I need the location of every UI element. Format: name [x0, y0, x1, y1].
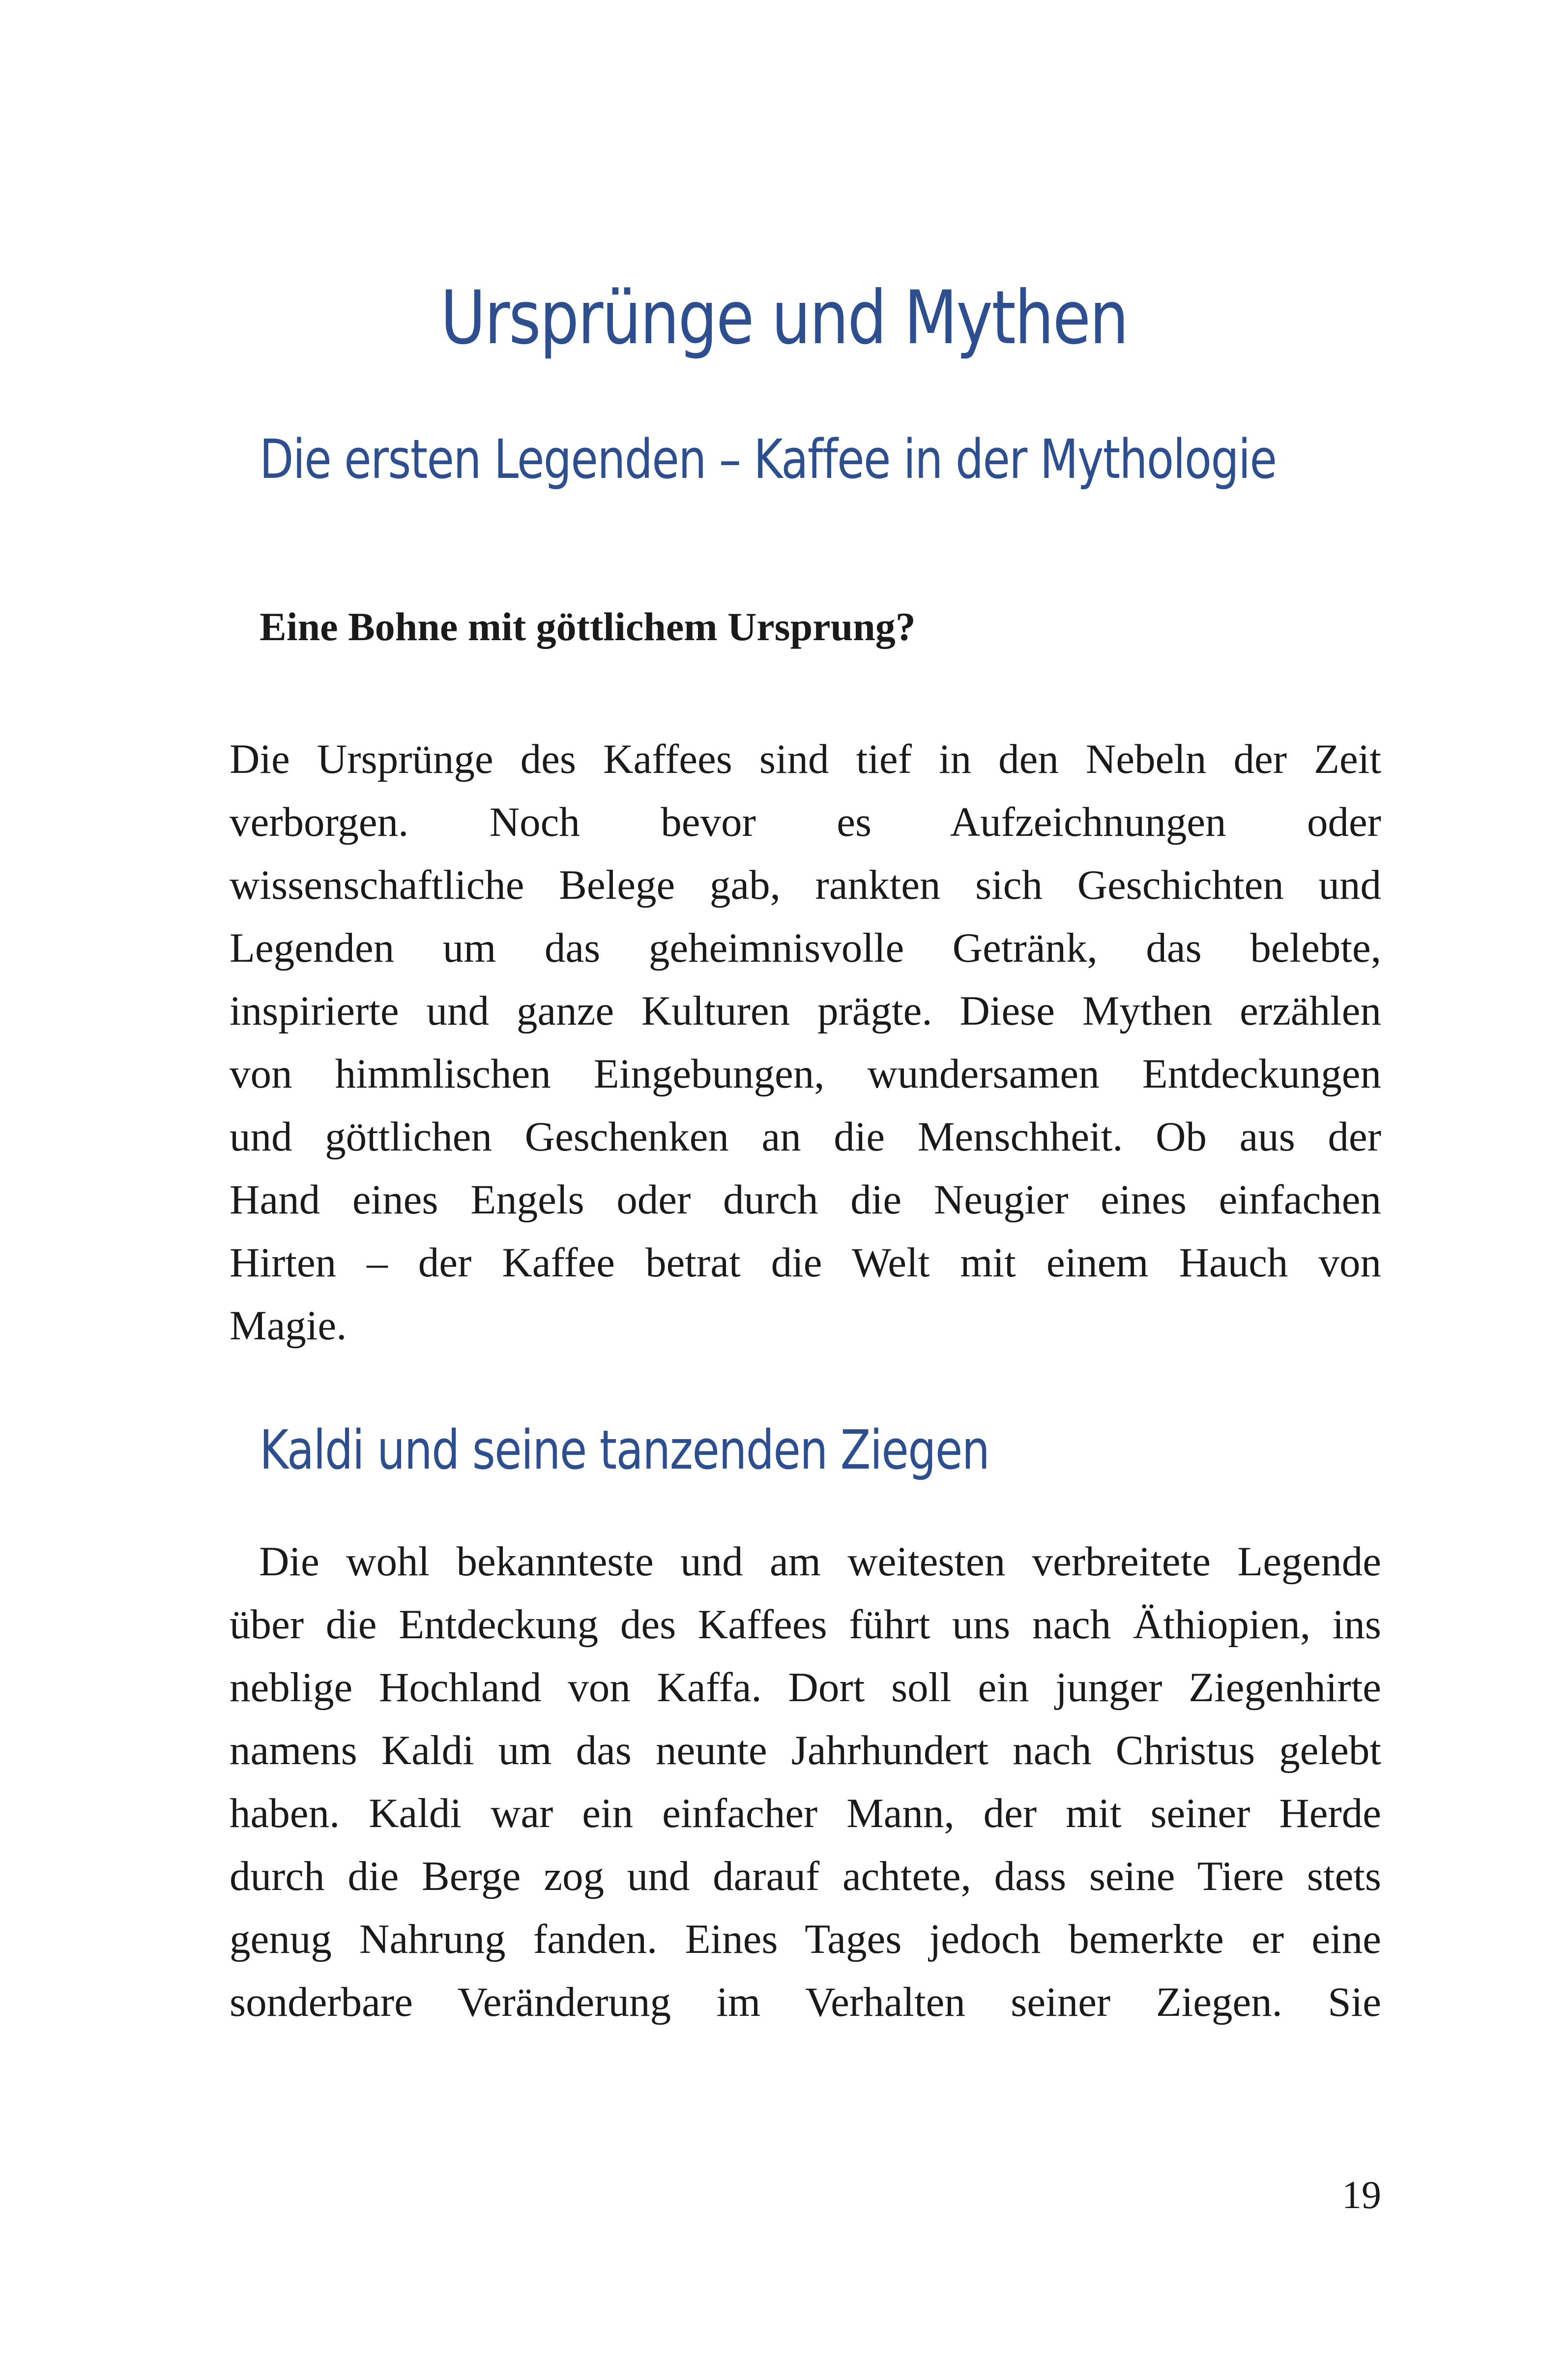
paragraph-kaldi — [230, 1530, 1381, 2034]
paragraph-line: verborgen. Noch bevor es Aufzeichnungen oder — [230, 799, 1381, 845]
section-title-first-legends: Die ersten Legenden – Kaffee in der Mythologie — [260, 428, 1277, 491]
page-number: 19 — [1342, 2174, 1381, 2217]
paragraph-line: inspirierte und ganze Kulturen prägte. Diese Mythen erzählen — [230, 988, 1381, 1034]
paragraph-line: genug Nahrung fanden. Eines Tages jedoch bemerkte er eine — [230, 1916, 1381, 1962]
paragraph-line: von himmlischen Eingebungen, wundersamen Entdeckungen — [230, 1051, 1381, 1097]
paragraph-line: Die Ursprünge des Kaffees sind tief in den Nebeln der Zeit — [230, 736, 1381, 782]
chapter-title: Ursprünge und Mythen — [440, 275, 1128, 361]
paragraph-line: namens Kaldi um das neunte Jahrhundert nach Christus gelebt — [230, 1727, 1381, 1773]
paragraph-line: Magie. — [230, 1302, 347, 1349]
paragraph-line: über die Entdeckung des Kaffees führt uns nach Äthiopien, ins — [230, 1601, 1381, 1648]
paragraph-line: und göttlichen Geschenken an die Menschheit. Ob aus der — [230, 1114, 1381, 1160]
paragraph-line: Die wohl bekannteste und am weitesten verbreitete Legende — [259, 1538, 1381, 1585]
section-title-kaldi: Kaldi und seine tanzenden Ziegen — [260, 1418, 989, 1481]
paragraph-line: durch die Berge zog und darauf achtete, dass seine Tiere stets — [230, 1853, 1381, 1899]
paragraph-line: Legenden um das geheimnisvolle Getränk, das belebte, — [230, 925, 1381, 971]
paragraph-line: Hand eines Engels oder durch die Neugier eines einfachen — [230, 1177, 1381, 1223]
paragraph-origins — [230, 728, 1381, 1357]
paragraph-line: neblige Hochland von Kaffa. Dort soll ein junger Ziegenhirte — [230, 1664, 1381, 1711]
paragraph-line: sonderbare Veränderung im Verhalten seiner Ziegen. Sie — [230, 1979, 1381, 2025]
paragraph-line: haben. Kaldi war ein einfacher Mann, der mit seiner Herde — [230, 1790, 1381, 1836]
paragraph-line: wissenschaftliche Belege gab, rankten sich Geschichten und — [230, 862, 1381, 908]
paragraph-line: Hirten – der Kaffee betrat die Welt mit einem Hauch von — [230, 1239, 1381, 1286]
sub-heading-divine-origin: Eine Bohne mit göttlichem Ursprung? — [260, 604, 916, 649]
